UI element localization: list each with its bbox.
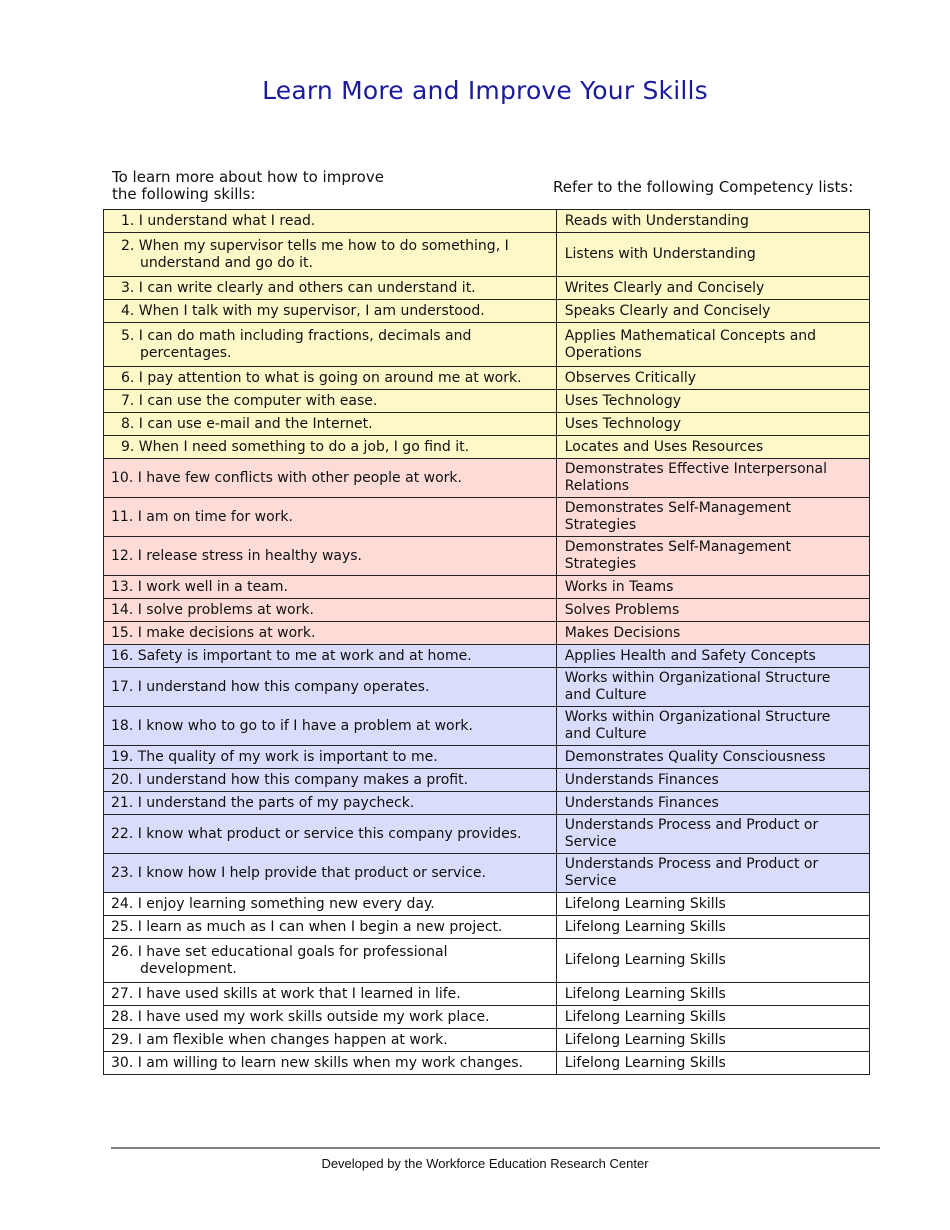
- table-row: [104, 983, 870, 1006]
- table-row: [104, 413, 870, 436]
- table-row: [104, 815, 870, 854]
- competency-cell: Applies Mathematical Concepts and Operations: [556, 323, 869, 367]
- competency-cell: Works in Teams: [556, 576, 869, 599]
- table-row: [104, 1052, 870, 1075]
- table-row: [104, 769, 870, 792]
- skill-cell: 29. I am flexible when changes happen at work.: [104, 1029, 557, 1052]
- table-row: [104, 323, 870, 367]
- competency-cell: Demonstrates Self-Management Strategies: [556, 537, 869, 576]
- competency-cell: Uses Technology: [556, 390, 869, 413]
- skill-cell: 18. I know who to go to if I have a problem at work.: [104, 707, 557, 746]
- competency-cell: Makes Decisions: [556, 622, 869, 645]
- skill-cell: 30. I am willing to learn new skills when my work changes.: [104, 1052, 557, 1075]
- skill-cell: 5. I can do math including fractions, decimals and percentages.: [104, 323, 557, 367]
- competency-cell: Understands Finances: [556, 769, 869, 792]
- skill-cell: 22. I know what product or service this company provides.: [104, 815, 557, 854]
- competency-cell: Lifelong Learning Skills: [556, 983, 869, 1006]
- skill-cell: 21. I understand the parts of my paycheck.: [104, 792, 557, 815]
- competency-cell: Lifelong Learning Skills: [556, 1029, 869, 1052]
- skill-cell: 3. I can write clearly and others can understand it.: [104, 277, 557, 300]
- table-row: [104, 233, 870, 277]
- competency-column-header: Refer to the following Competency lists:: [553, 178, 854, 196]
- table-row: [104, 599, 870, 622]
- competency-cell: Uses Technology: [556, 413, 869, 436]
- table-row: [104, 537, 870, 576]
- skill-cell: 8. I can use e-mail and the Internet.: [104, 413, 557, 436]
- competency-cell: Lifelong Learning Skills: [556, 916, 869, 939]
- page-title: Learn More and Improve Your Skills: [262, 76, 708, 105]
- table-row: [104, 300, 870, 323]
- skill-cell: 17. I understand how this company operates.: [104, 668, 557, 707]
- skill-cell: 9. When I need something to do a job, I go find it.: [104, 436, 557, 459]
- skill-cell: 28. I have used my work skills outside my work place.: [104, 1006, 557, 1029]
- competency-cell: Demonstrates Effective Interpersonal Relations: [556, 459, 869, 498]
- table-row: [104, 854, 870, 893]
- skill-cell: 19. The quality of my work is important to me.: [104, 746, 557, 769]
- table-row: [104, 668, 870, 707]
- table-row: [104, 645, 870, 668]
- competency-cell: Lifelong Learning Skills: [556, 1052, 869, 1075]
- skill-cell: 16. Safety is important to me at work and at home.: [104, 645, 557, 668]
- table-row: [104, 792, 870, 815]
- skill-cell: 4. When I talk with my supervisor, I am understood.: [104, 300, 557, 323]
- skill-cell: 26. I have set educational goals for professional development.: [104, 939, 557, 983]
- table-row: [104, 576, 870, 599]
- table-row: [104, 210, 870, 233]
- competency-cell: Speaks Clearly and Concisely: [556, 300, 869, 323]
- skill-cell: 7. I can use the computer with ease.: [104, 390, 557, 413]
- competency-cell: Listens with Understanding: [556, 233, 869, 277]
- footer-divider: [111, 1147, 880, 1149]
- table-row: [104, 746, 870, 769]
- competency-cell: Observes Critically: [556, 367, 869, 390]
- skill-cell: 25. I learn as much as I can when I begin a new project.: [104, 916, 557, 939]
- table-row: [104, 622, 870, 645]
- competency-cell: Lifelong Learning Skills: [556, 1006, 869, 1029]
- table-row: [104, 916, 870, 939]
- skill-cell: 1. I understand what I read.: [104, 210, 557, 233]
- skill-cell: 27. I have used skills at work that I learned in life.: [104, 983, 557, 1006]
- skill-cell: 23. I know how I help provide that product or service.: [104, 854, 557, 893]
- competency-cell: Understands Process and Product or Service: [556, 815, 869, 854]
- skills-column-header: To learn more about how to improve the following skills:: [112, 168, 384, 203]
- competency-cell: Understands Finances: [556, 792, 869, 815]
- competency-cell: Writes Clearly and Concisely: [556, 277, 869, 300]
- table-row: [104, 436, 870, 459]
- table-row: [104, 367, 870, 390]
- skill-cell: 11. I am on time for work.: [104, 498, 557, 537]
- competency-cell: Works within Organizational Structure and Culture: [556, 668, 869, 707]
- competency-cell: Demonstrates Quality Consciousness: [556, 746, 869, 769]
- table-row: [104, 707, 870, 746]
- skills-competency-table: [103, 209, 870, 1075]
- competency-cell: Lifelong Learning Skills: [556, 939, 869, 983]
- competency-cell: Demonstrates Self-Management Strategies: [556, 498, 869, 537]
- table-row: [104, 1029, 870, 1052]
- table-row: [104, 390, 870, 413]
- table-row: [104, 459, 870, 498]
- skill-cell: 14. I solve problems at work.: [104, 599, 557, 622]
- competency-cell: Solves Problems: [556, 599, 869, 622]
- table-row: [104, 939, 870, 983]
- footer-credit: Developed by the Workforce Education Research Center: [321, 1156, 649, 1171]
- skill-cell: 24. I enjoy learning something new every day.: [104, 893, 557, 916]
- skill-cell: 6. I pay attention to what is going on around me at work.: [104, 367, 557, 390]
- competency-cell: Locates and Uses Resources: [556, 436, 869, 459]
- skill-cell: 13. I work well in a team.: [104, 576, 557, 599]
- competency-cell: Applies Health and Safety Concepts: [556, 645, 869, 668]
- skill-cell: 15. I make decisions at work.: [104, 622, 557, 645]
- table-row: [104, 498, 870, 537]
- table-row: [104, 1006, 870, 1029]
- skill-cell: 2. When my supervisor tells me how to do something, I understand and go do it.: [104, 233, 557, 277]
- competency-cell: Reads with Understanding: [556, 210, 869, 233]
- table-row: [104, 893, 870, 916]
- table-row: [104, 277, 870, 300]
- competency-cell: Lifelong Learning Skills: [556, 893, 869, 916]
- skill-cell: 20. I understand how this company makes a profit.: [104, 769, 557, 792]
- competency-cell: Works within Organizational Structure and Culture: [556, 707, 869, 746]
- skill-cell: 12. I release stress in healthy ways.: [104, 537, 557, 576]
- skill-cell: 10. I have few conflicts with other people at work.: [104, 459, 557, 498]
- competency-cell: Understands Process and Product or Service: [556, 854, 869, 893]
